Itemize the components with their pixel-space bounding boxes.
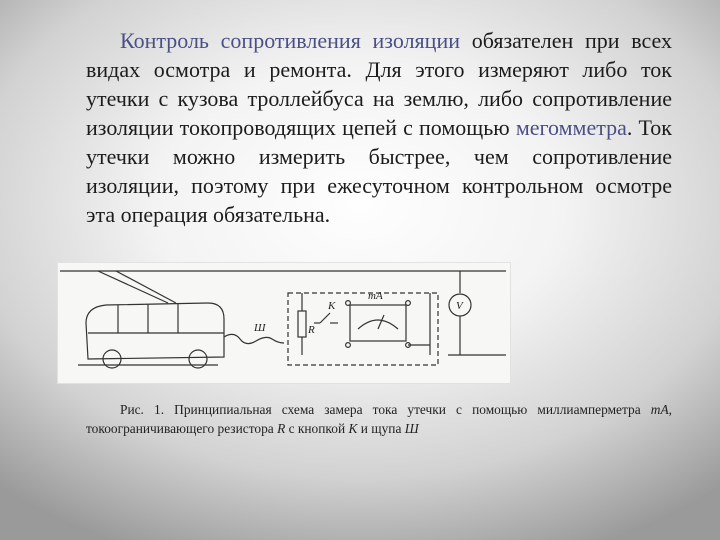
caption-symbol-k: K <box>348 421 358 436</box>
caption-symbol-ma: mA <box>650 402 669 417</box>
label-k: K <box>328 300 336 312</box>
label-v: V <box>456 300 463 312</box>
circuit-diagram <box>57 262 511 384</box>
trolley-pole-2 <box>116 271 176 303</box>
figure-caption <box>86 400 672 438</box>
label-ma: mA <box>368 290 383 302</box>
caption-symbol-sh: Ш <box>404 421 419 436</box>
label-sh: Ш <box>254 322 266 334</box>
caption-text-3: с кнопкой <box>285 421 349 436</box>
caption-text-1: Рис. 1. Принципиальная схема замера тока утечки с помощью миллиамперметра <box>120 402 651 417</box>
paragraph-text-1: обязателен при всех видах осмотра и ремонта. Для этого измеряют либо ток утечки с кузова троллейбуса на землю, либо сопротивление изоляции токопроводящих цепей с помощью <box>86 28 673 140</box>
resistor-symbol <box>298 311 306 337</box>
caption-text-4: и щупа <box>357 421 405 436</box>
button-k-symbol <box>320 313 330 323</box>
milliammeter-symbol <box>350 305 406 341</box>
caption-text-2: , токоограничивающего резистора <box>86 402 672 436</box>
paragraph-text-2: . Ток утечки можно измерить быстрее, чем сопротивление изоляции, поэтому при ежесуточном контрольном осмотре эта операция обязательна. <box>86 115 672 227</box>
probe-lead <box>224 334 284 343</box>
caption-symbol-r: R <box>277 421 286 436</box>
body-paragraph <box>86 26 672 229</box>
circuit-diagram-svg <box>58 263 510 383</box>
highlight-term-insulation: Контроль сопротивления изоляции <box>120 28 460 53</box>
trolley-pole-1 <box>98 271 168 303</box>
trolleybus-body <box>86 303 224 359</box>
label-r: R <box>308 324 315 336</box>
highlight-term-megohmmeter: мегомметра <box>515 115 627 140</box>
